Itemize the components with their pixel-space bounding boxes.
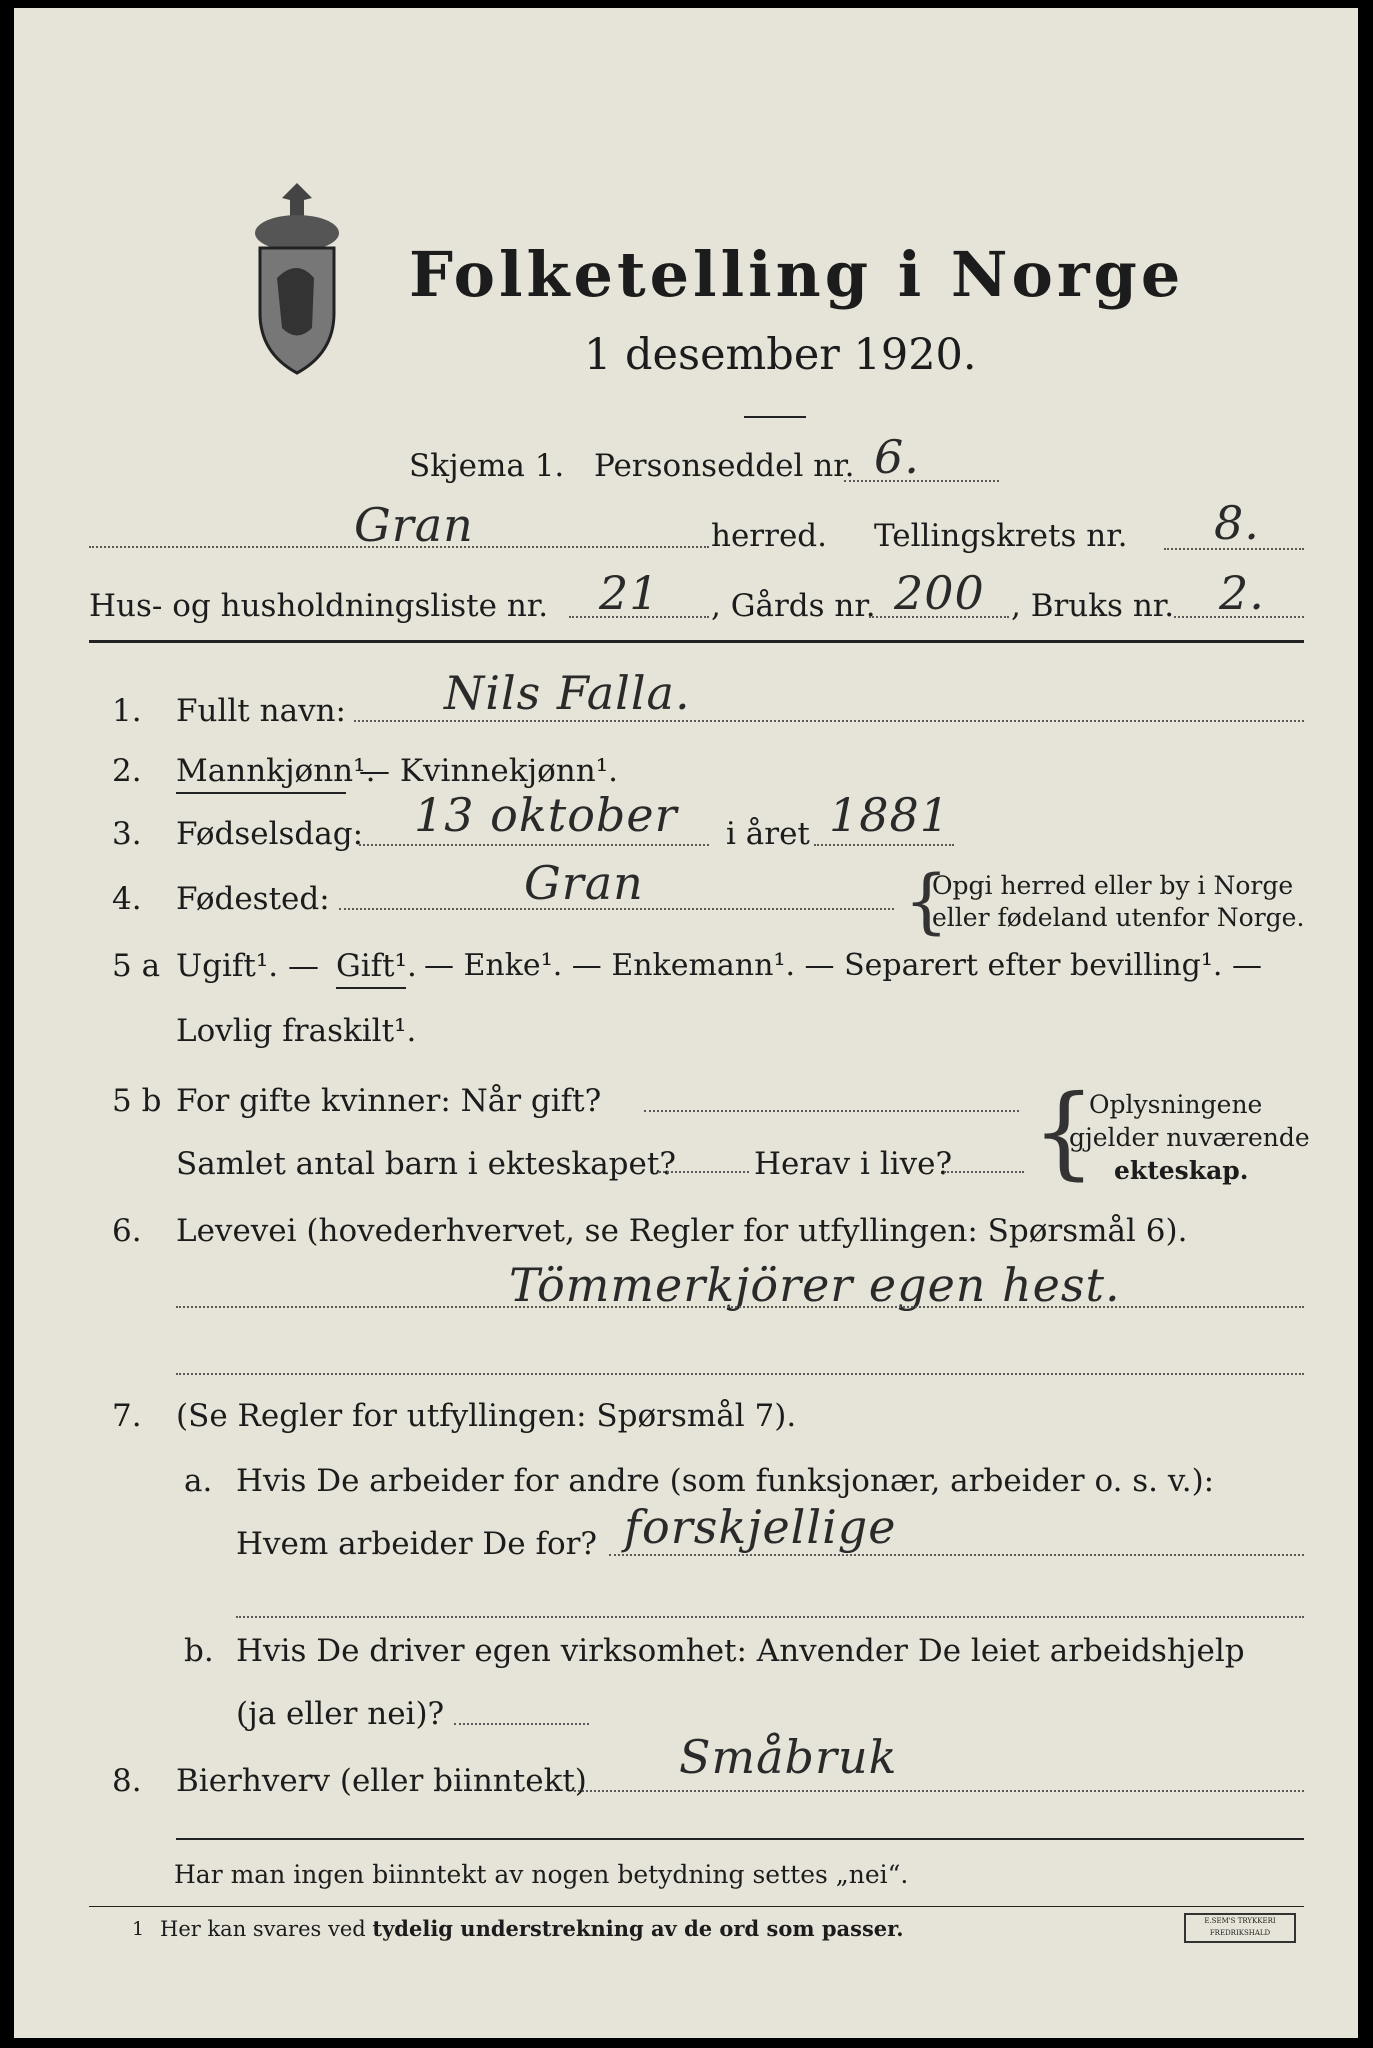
q5b-note-3: ekteskap. <box>1114 1156 1249 1185</box>
hus-label: Hus- og husholdningsliste nr. <box>89 588 549 624</box>
q3-year-label: i året <box>726 816 810 852</box>
herred-value: Gran <box>354 498 474 552</box>
q5b-line-2a: Samlet antal barn i ekteskapet? <box>176 1146 676 1182</box>
footnote-text <box>160 1916 904 1941</box>
q1-label: Fullt navn: <box>176 693 346 729</box>
personseddel-label: Personseddel nr. <box>594 448 855 484</box>
q2-number: 2. <box>112 753 142 789</box>
coat-of-arms-icon <box>242 178 352 382</box>
herred-label: herred. <box>711 518 827 554</box>
bruks-label: , Bruks nr. <box>1011 588 1175 624</box>
q3-number: 3. <box>112 816 142 852</box>
q7b-label: Hvis De driver egen virksomhet: Anvender De leiet arbeidshjelp <box>236 1633 1245 1669</box>
q4-number: 4. <box>112 881 142 917</box>
q7-number: 7. <box>112 1398 142 1434</box>
tellingskrets-value: 8. <box>1214 496 1260 550</box>
gards-value: 200 <box>894 566 985 620</box>
q3-value: 13 oktober <box>414 788 678 842</box>
header-rule <box>89 640 1304 643</box>
q8-label: Bierhverv (eller biinntekt) <box>176 1763 587 1799</box>
schema-label: Skjema 1. <box>409 448 565 484</box>
form-title: Folketelling i Norge <box>409 238 1185 311</box>
q5a-line-2: Lovlig fraskilt¹. <box>176 1013 417 1049</box>
footer-rule <box>176 1838 1304 1840</box>
footnote-rule <box>89 1906 1304 1907</box>
q5b-line-2b: Herav i live? <box>754 1146 953 1182</box>
footnote-mark: 1 <box>132 1918 145 1940</box>
q7b-number: b. <box>184 1633 214 1669</box>
footnote-text-b: tydelig understrekning av de ord som passer. <box>372 1916 904 1941</box>
q4-label: Fødested: <box>176 881 330 917</box>
q5a-rest: — Enke¹. — Enkemann¹. — Separert efter bevilling¹. — <box>424 948 1262 983</box>
q7-label: (Se Regler for utfyllingen: Spørsmål 7). <box>176 1398 797 1434</box>
q5a-number: 5 a <box>112 948 161 984</box>
q6-number: 6. <box>112 1213 142 1249</box>
q4-value: Gran <box>524 856 644 910</box>
q8-value: Småbruk <box>679 1730 898 1784</box>
q2-male-underline <box>176 792 346 794</box>
title-divider <box>744 416 806 418</box>
q7a-label: Hvis De arbeider for andre (som funksjonær, arbeider o. s. v.): <box>236 1463 1215 1499</box>
q5a-ugift: Ugift¹. — <box>176 948 319 984</box>
footnote-text-a: Her kan svares ved <box>160 1917 366 1941</box>
q5a-gift: Gift¹. <box>336 948 417 984</box>
q7a-line-2: Hvem arbeider De for? <box>236 1526 598 1562</box>
census-date: 1 desember 1920. <box>584 330 977 380</box>
q4-brace: { <box>904 860 949 942</box>
gards-label: , Gårds nr. <box>711 588 876 624</box>
q8-number: 8. <box>112 1763 142 1799</box>
q4-note-1: Opgi herred eller by i Norge <box>932 871 1294 900</box>
q1-value: Nils Falla. <box>444 666 691 720</box>
census-form <box>14 8 1358 2038</box>
footer-note: Har man ingen biinntekt av nogen betydning settes „nei“. <box>174 1860 909 1889</box>
q1-number: 1. <box>112 693 142 729</box>
q5b-note-2: gjelder nuværende <box>1069 1123 1310 1152</box>
printer-stamp-text: E.SEM'S TRYKKERI FREDRIKSHALD <box>1204 1917 1276 1937</box>
q3-year-value: 1881 <box>829 788 951 842</box>
printer-stamp <box>1184 1913 1296 1943</box>
q5a-gift-underline <box>336 987 406 989</box>
q5b-label: For gifte kvinner: Når gift? <box>176 1083 602 1119</box>
q7a-value: forskjellige <box>624 1500 897 1554</box>
q6-label: Levevei (hovederhvervet, se Regler for utfyllingen: Spørsmål 6). <box>176 1213 1188 1249</box>
hus-value: 21 <box>599 566 660 620</box>
q7b-line-2: (ja eller nei)? <box>236 1696 445 1732</box>
personseddel-value: 6. <box>874 430 920 484</box>
q2-female: — Kvinnekjønn¹. <box>359 753 618 789</box>
q5b-number: 5 b <box>112 1083 162 1119</box>
bruks-value: 2. <box>1219 566 1265 620</box>
q3-label: Fødselsdag: <box>176 816 364 852</box>
q2-male: Mannkjønn¹. <box>176 753 376 789</box>
q5b-brace: { <box>1032 1073 1096 1190</box>
q6-value: Tömmerkjörer egen hest. <box>509 1258 1121 1312</box>
tellingskrets-label: Tellingskrets nr. <box>874 518 1128 554</box>
q5b-note-1: Oplysningene <box>1089 1090 1263 1119</box>
q7a-number: a. <box>184 1463 213 1499</box>
q4-note-2: eller fødeland utenfor Norge. <box>932 903 1305 932</box>
